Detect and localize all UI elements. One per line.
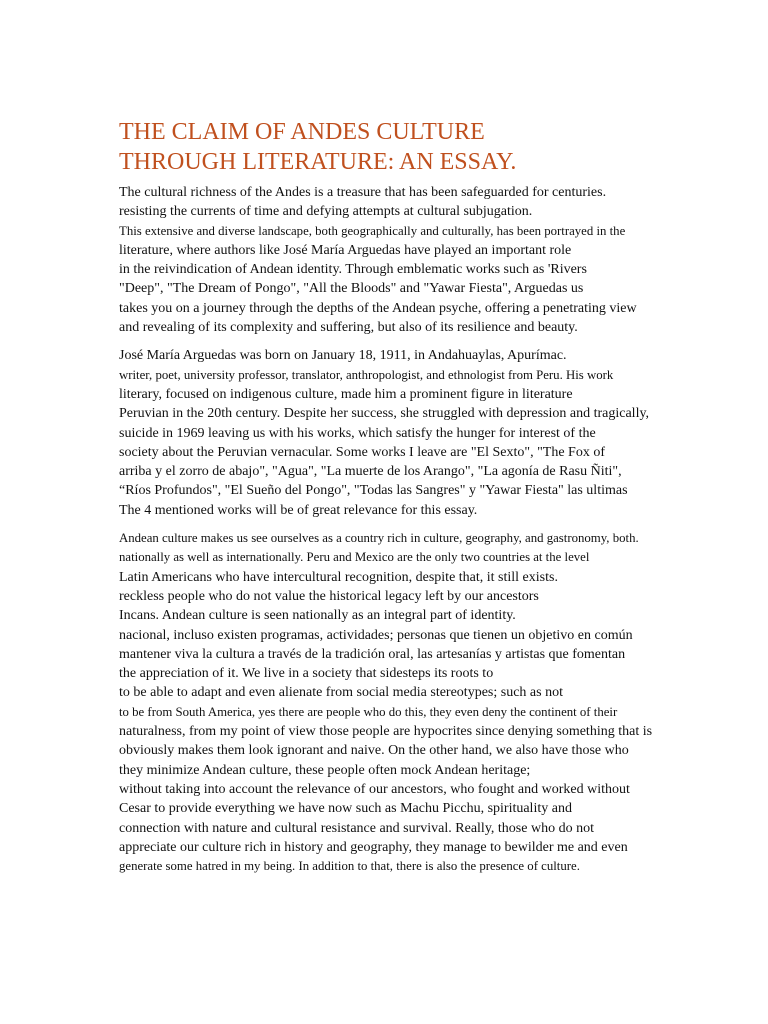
text-line: Cesar to provide everything we have now such as Machu Picchu, spirituality and	[119, 801, 572, 817]
text-line: mantener viva la cultura a través de la tradición oral, las artesanías y artistas que fomentan	[119, 646, 626, 662]
text-line: without taking into account the relevance of our ancestors, who fought and worked without	[119, 781, 630, 797]
text-line: takes you on a journey through the depths of the Andean psyche, offering a penetrating view	[119, 300, 637, 316]
text-line: The 4 mentioned works will be of great relevance for this essay.	[119, 502, 478, 518]
document-body	[119, 117, 709, 876]
text-line: obviously makes them look ignorant and naive. On the other hand, we also have those who	[119, 743, 629, 759]
text-line: José María Arguedas was born on January 18, 1911, in Andahuaylas, Apurímac.	[119, 348, 567, 364]
text-line: writer, poet, university professor, translator, anthropologist, and ethnologist from Peru. His work	[119, 367, 614, 382]
text-line: nationally as well as internationally. Peru and Mexico are the only two countries at the level	[119, 550, 590, 565]
text-line: to be able to adapt and even alienate from social media stereotypes; such as not	[119, 685, 563, 701]
title-line: THE CLAIM OF ANDES CULTURE	[119, 119, 485, 145]
text-line: to be from South America, yes there are people who do this, they even deny the continent of their	[119, 704, 618, 719]
paragraph-1	[119, 183, 709, 337]
text-line: literature, where authors like José María Arguedas have played an important role	[119, 242, 572, 258]
text-line: Incans. Andean culture is seen nationally as an integral part of identity.	[119, 608, 516, 624]
text-line: they minimize Andean culture, these people often mock Andean heritage;	[119, 762, 531, 778]
text-line: in the reivindication of Andean identity. Through emblematic works such as 'Rivers	[119, 262, 587, 278]
title-line: THROUGH LITERATURE: AN ESSAY.	[119, 149, 517, 175]
text-line: reckless people who do not value the historical legacy left by our ancestors	[119, 588, 539, 604]
text-line: nacional, incluso existen programas, actividades; personas que tienen un objetivo en común	[119, 627, 633, 643]
text-line: This extensive and diverse landscape, both geographically and culturally, has been portrayed in the	[119, 223, 626, 238]
text-line: "Deep", "The Dream of Pongo", "All the Bloods" and "Yawar Fiesta", Arguedas us	[119, 281, 584, 297]
essay-title	[119, 117, 709, 177]
text-line: “Ríos Profundos", "El Sueño del Pongo", "Todas las Sangres" y "Yawar Fiesta" las ultimas	[119, 483, 628, 499]
text-line: appreciate our culture rich in history and geography, they manage to bewilder me and even	[119, 839, 628, 855]
text-line: Latin Americans who have intercultural recognition, despite that, it still exists.	[119, 569, 558, 585]
text-line: generate some hatred in my being. In addition to that, there is also the presence of culture.	[119, 859, 580, 874]
text-line: Peruvian in the 20th century. Despite her success, she struggled with depression and tragically,	[119, 406, 650, 422]
text-line: resisting the currents of time and defying attempts at cultural subjugation.	[119, 204, 533, 220]
text-line: suicide in 1969 leaving us with his works, which satisfy the hunger for interest of the	[119, 425, 596, 441]
text-line: literary, focused on indigenous culture, made him a prominent figure in literature	[119, 386, 573, 402]
text-line: naturalness, from my point of view those people are hypocrites since denying something that is	[119, 724, 653, 740]
paragraph-2	[119, 346, 709, 520]
text-line: The cultural richness of the Andes is a treasure that has been safeguarded for centuries.	[119, 185, 607, 200]
text-line: society about the Peruvian vernacular. Some works I leave are "El Sexto", "The Fox of	[119, 444, 606, 460]
text-line: and revealing of its complexity and suffering, but also of its resilience and beauty.	[119, 320, 578, 336]
text-line: Andean culture makes us see ourselves as a country rich in culture, geography, and gastronomy, both.	[119, 531, 639, 546]
text-line: the appreciation of it. We live in a society that sidesteps its roots to	[119, 666, 494, 682]
paragraph-3	[119, 529, 709, 876]
text-line: arriba y el zorro de abajo", "Agua", "La muerte de los Arango", "La agonía de Rasu Ñiti",	[119, 464, 622, 480]
text-line: connection with nature and cultural resistance and survival. Really, those who do not	[119, 820, 594, 836]
